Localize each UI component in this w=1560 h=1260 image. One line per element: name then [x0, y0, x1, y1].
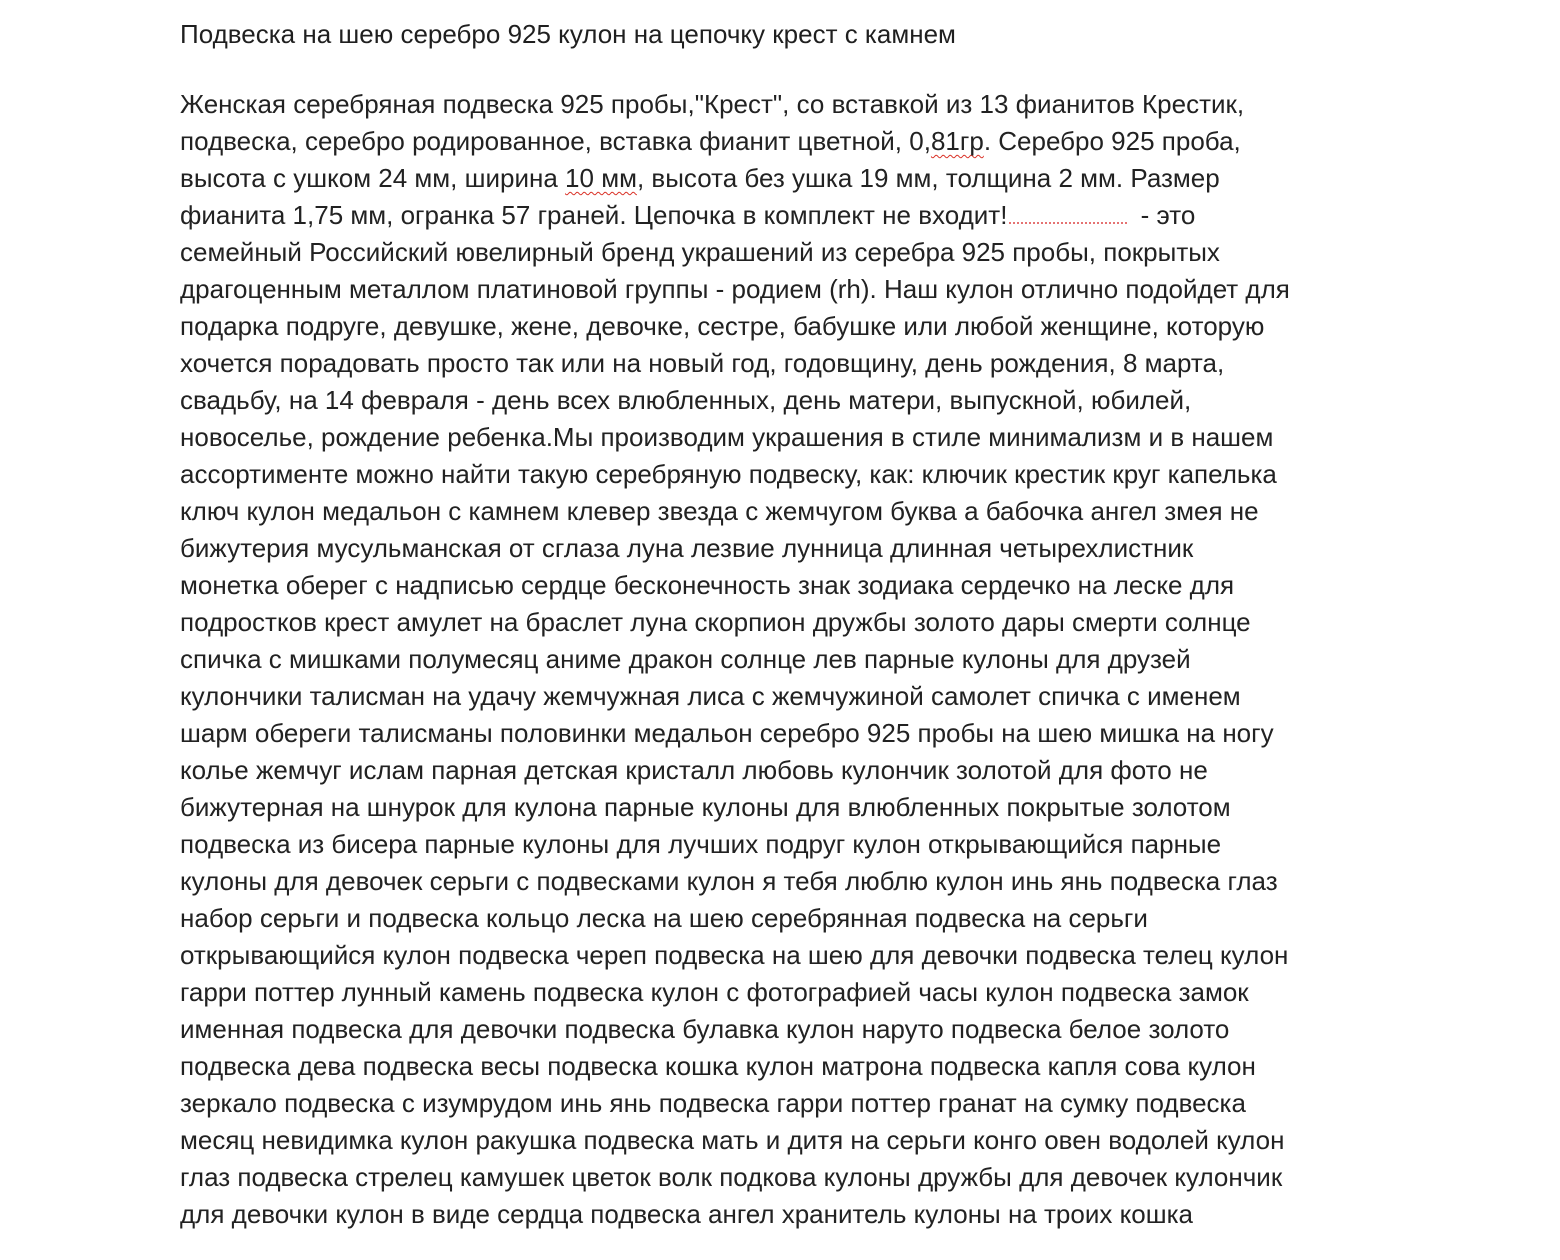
body-line: новоселье, рождение ребенка.Мы производим украшения в стиле минимализм и в нашем	[180, 422, 1274, 452]
body-line: семейный Российский ювелирный бренд украшений из серебра 925 пробы, покрытых	[180, 237, 1220, 267]
body-line: именная подвеска для девочки подвеска булавка кулон наруто подвеска белое золото	[180, 1014, 1230, 1044]
body-line	[180, 123, 1290, 160]
body-text-segment: , высота без ушка 19 мм, толщина 2 мм. Размер	[636, 163, 1220, 193]
body-line: колье жемчуг ислам парная детская кристалл любовь кулончик золотой для фото не	[180, 755, 1208, 785]
body-line: Женская серебряная подвеска 925 пробы,"Крест", со вставкой из 13 фианитов Крестик,	[180, 89, 1245, 119]
body-line: набор серьги и подвеска кольцо леска на шею серебрянная подвеска на серьги	[180, 903, 1148, 933]
body-line: подростков крест амулет на браслет луна скорпион дружбы золото дары смерти солнце	[180, 607, 1251, 637]
spellcheck-flagged-word: 81гр	[930, 126, 984, 156]
document-title: Подвеска на шею серебро 925 кулон на цепочку крест с камнем	[180, 19, 956, 49]
body-line: месяц невидимка кулон ракушка подвеска мать и дитя на серьги конго овен водолей кулон	[180, 1125, 1285, 1155]
body-line: бижутерная на шнурок для кулона парные кулоны для влюбленных покрытые золотом	[180, 792, 1231, 822]
body-line: спичка с мишками полумесяц аниме дракон солнце лев парные кулоны для друзей	[180, 644, 1191, 674]
body-text-segment: - это	[1133, 200, 1196, 230]
redacted-brand-name	[1009, 212, 1127, 224]
body-line: бижутерия мусульманская от сглаза луна лезвие лунница длинная четырехлистник	[180, 533, 1194, 563]
body-line: кулоны для девочек серьги с подвесками кулон я тебя люблю кулон инь янь подвеска глаз	[180, 866, 1278, 896]
body-line: ассортименте можно найти такую серебряную подвеску, как: ключик крестик круг капелька	[180, 459, 1277, 489]
document-body	[180, 86, 1290, 1233]
body-line: монетка оберег с надписью сердце бесконечность знак зодиака сердечко на леске для	[180, 570, 1235, 600]
body-text-segment: высота с ушком 24 мм, ширина	[180, 163, 566, 193]
body-text-segment: . Серебро 925 проба,	[983, 126, 1241, 156]
body-line: хочется порадовать просто так или на новый год, годовщину, день рождения, 8 марта,	[180, 348, 1225, 378]
body-line: драгоценным металлом платиновой группы - родием (rh). Наш кулон отлично подойдет для	[180, 274, 1290, 304]
body-text-segment: фианита 1,75 мм, огранка 57 граней. Цепочка в комплект не входит!	[180, 200, 1008, 230]
body-text-segment: подвеска, серебро родированное, вставка фианит цветной, 0,	[180, 126, 931, 156]
body-line: подарка подруге, девушке, жене, девочке, сестре, бабушке или любой женщине, которую	[180, 311, 1265, 341]
body-line: подвеска дева подвеска весы подвеска кошка кулон матрона подвеска капля сова кулон	[180, 1051, 1256, 1081]
body-line: подвеска из бисера парные кулоны для лучших подруг кулон открывающийся парные	[180, 829, 1222, 859]
spellcheck-flagged-word: 10 мм	[565, 163, 637, 193]
body-line: свадьбу, на 14 февраля - день всех влюбленных, день матери, выпускной, юбилей,	[180, 385, 1192, 415]
body-line: шарм обереги талисманы половинки медальон серебро 925 пробы на шею мишка на ногу	[180, 718, 1274, 748]
body-line: кулончики талисман на удачу жемчужная лиса с жемчужиной самолет спичка с именем	[180, 681, 1241, 711]
body-line: открывающийся кулон подвеска череп подвеска на шею для девочки подвеска телец кулон	[180, 940, 1289, 970]
body-line: глаз подвеска стрелец камушек цветок волк подкова кулоны дружбы для девочек кулончик	[180, 1162, 1283, 1192]
body-line: для девочки кулон в виде сердца подвеска ангел хранитель кулоны на троих кошка	[180, 1199, 1193, 1229]
body-line: ключ кулон медальон с камнем клевер звезда с жемчугом буква а бабочка ангел змея не	[180, 496, 1259, 526]
body-line	[180, 160, 1290, 197]
body-line: зеркало подвеска с изумрудом инь янь подвеска гарри поттер гранат на сумку подвеска	[180, 1088, 1246, 1118]
body-line	[180, 197, 1290, 234]
body-line: гарри поттер лунный камень подвеска кулон с фотографией часы кулон подвеска замок	[180, 977, 1249, 1007]
